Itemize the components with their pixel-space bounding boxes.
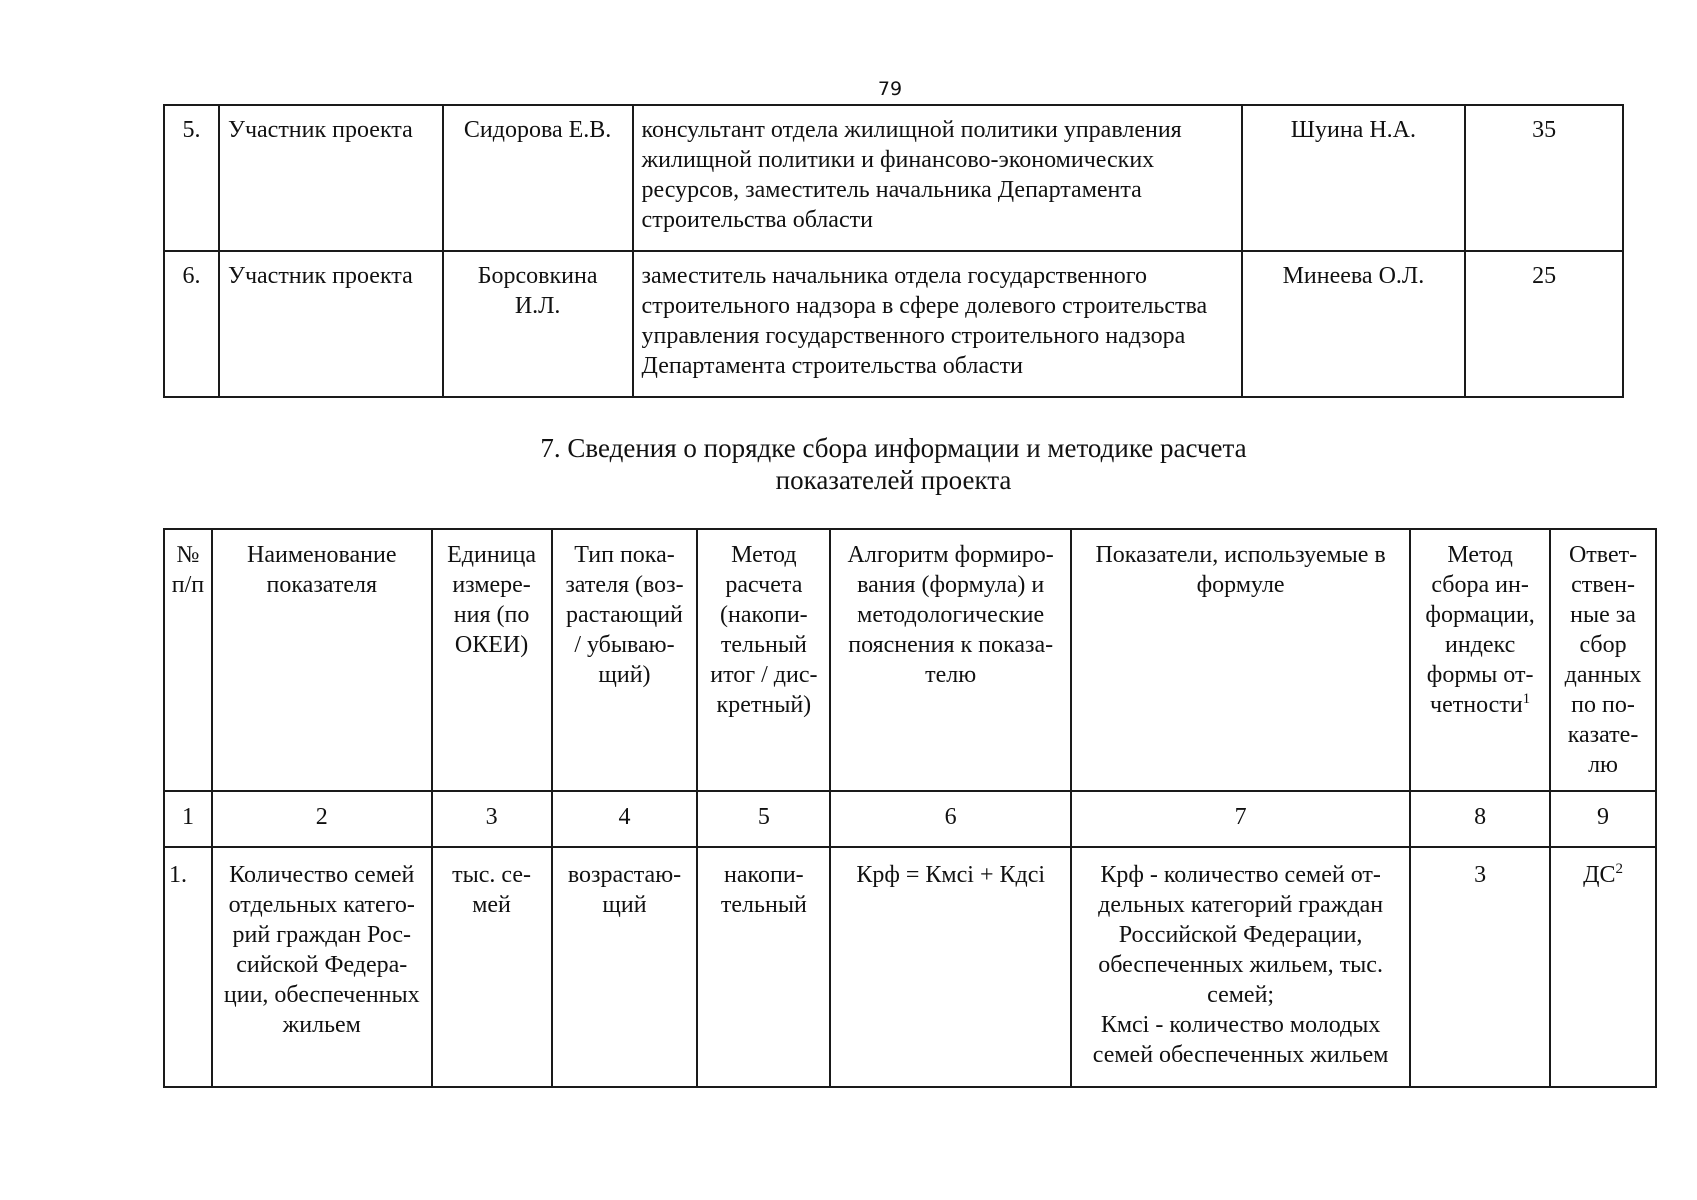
column-number: 2 [212, 791, 432, 847]
header-algorithm: Алгоритм формиро- вания (формула) и методологические пояснения к показа- телю [830, 529, 1071, 791]
section-title-line-1: 7. Сведения о порядке сбора информации и методике расчета [540, 433, 1247, 463]
column-number: 3 [432, 791, 552, 847]
footnote-mark: 1 [1522, 691, 1531, 707]
collection-method-cell: 3 [1410, 847, 1550, 1087]
indicator-name-cell: Количество семей отдельных катего- рий граждан Рос- сийской Федера- ции, обеспеченных жильем [212, 847, 432, 1087]
row-number: 6. [164, 251, 219, 397]
row-number: 1. [164, 847, 212, 1087]
calc-method-cell: накопи- тельный [697, 847, 830, 1087]
header-indicator-name: Наименование показателя [212, 529, 432, 791]
footnote-mark: 2 [1615, 861, 1623, 877]
position-cell: консультант отдела жилищной политики управления жилищной политики и финансово-экономических ресурсов, заместитель начальника Департамента строительства области [633, 105, 1242, 251]
header-row [164, 529, 1656, 791]
hours-cell: 25 [1465, 251, 1623, 397]
table-row [164, 105, 1623, 251]
header-type: Тип пока- зателя (воз- растающий / убываю- щий) [552, 529, 698, 791]
formula-cell: Крф = Кмсі + Кдсі [830, 847, 1071, 1087]
header-collection-method-text: Метод сбора ин- формации, индекс формы от- четности [1425, 542, 1535, 718]
section-title [163, 432, 1624, 496]
indicators-table [163, 528, 1657, 1088]
column-number: 6 [830, 791, 1071, 847]
role-cell: Участник проекта [219, 105, 443, 251]
header-number: № п/п [164, 529, 212, 791]
column-number: 8 [1410, 791, 1550, 847]
name-cell: Борсовкина И.Л. [443, 251, 633, 397]
column-number: 4 [552, 791, 698, 847]
header-unit: Единица измере- ния (по ОКЕИ) [432, 529, 552, 791]
table-row [164, 847, 1656, 1087]
page-number: 79 [877, 78, 903, 100]
row-number: 5. [164, 105, 219, 251]
table-row [164, 251, 1623, 397]
supervisor-cell: Шуина Н.А. [1242, 105, 1466, 251]
column-number: 9 [1550, 791, 1656, 847]
participants-table [163, 104, 1624, 398]
hours-cell: 35 [1465, 105, 1623, 251]
column-number: 7 [1071, 791, 1410, 847]
name-cell: Сидорова Е.В. [443, 105, 633, 251]
supervisor-cell: Минеева О.Л. [1242, 251, 1466, 397]
responsible-cell [1550, 847, 1656, 1087]
type-cell: возрастаю- щий [552, 847, 698, 1087]
header-formula-indicators: Показатели, используемые в формуле [1071, 529, 1410, 791]
formula-indicators-cell: Крф - количество семей от- дельных категорий граждан Российской Федерации, обеспеченных жильем, тыс. семей; Кмсі - количество молодых семей обеспеченных жильем [1071, 847, 1410, 1087]
header-responsible: Ответ- ствен- ные за сбор данных по по- казате- лю [1550, 529, 1656, 791]
position-cell: заместитель начальника отдела государственного строительного надзора в сфере долевого строительства управления государственного строительного надзора Департамента строительства области [633, 251, 1242, 397]
column-numbers-row [164, 791, 1656, 847]
column-number: 1 [164, 791, 212, 847]
unit-cell: тыс. се- мей [432, 847, 552, 1087]
header-collection-method [1410, 529, 1550, 791]
responsible-text: ДС [1583, 862, 1616, 888]
column-number: 5 [697, 791, 830, 847]
role-cell: Участник проекта [219, 251, 443, 397]
section-title-line-2: показателей проекта [775, 465, 1012, 495]
header-calc-method: Метод расчета (накопи- тельный итог / дис- кретный) [697, 529, 830, 791]
